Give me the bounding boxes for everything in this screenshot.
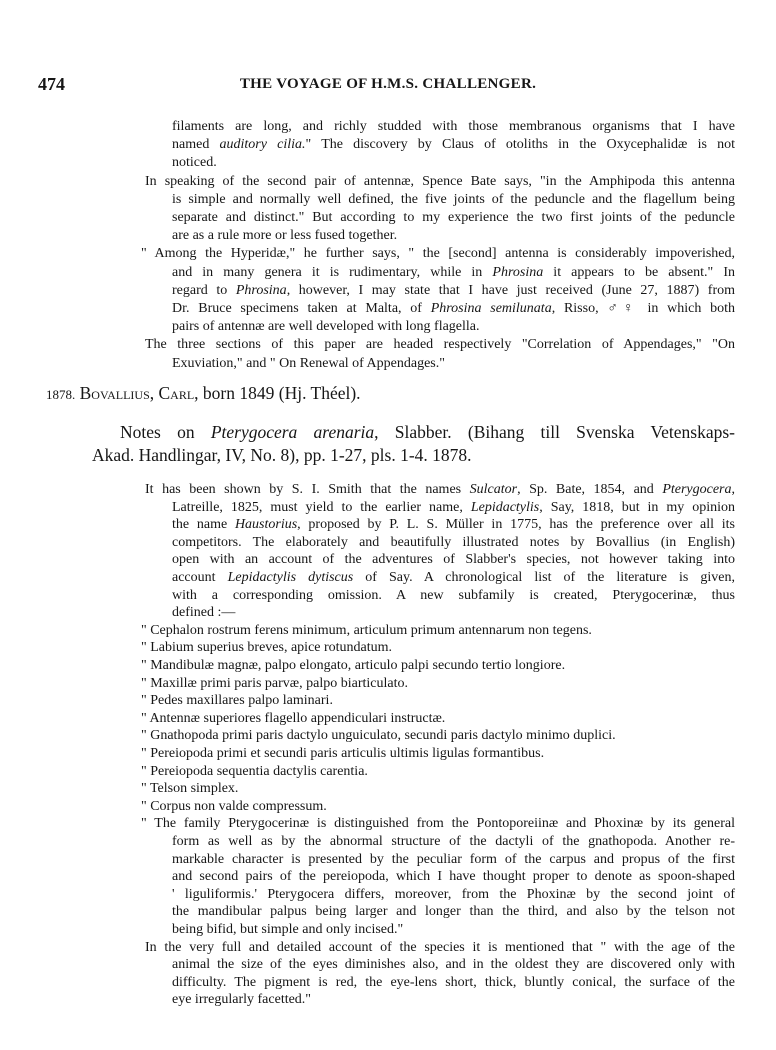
- paragraph-line: [172, 282, 735, 300]
- text-segment: it appears to be absent." In: [543, 264, 735, 280]
- text-segment: ,: [731, 482, 736, 497]
- entry-heading: [46, 382, 361, 406]
- text-segment: " The discovery by Claus of otoliths in the Oxycephalidæ is not: [305, 137, 735, 153]
- paragraph-line: [172, 154, 735, 172]
- text-segment: In speaking of the second pair of antennæ, Spence Bate says, "in the Amphipoda this antenna: [145, 173, 735, 189]
- italic-text: Lepidactylis: [470, 499, 540, 515]
- diagnosis-line: " Corpus non valde compressum.: [141, 798, 327, 814]
- paragraph-line: [145, 939, 735, 957]
- italic-text: auditory cilia.: [219, 137, 306, 153]
- italic-text: Lepidactylis dytiscus: [227, 570, 354, 585]
- paragraph-line: [172, 499, 735, 517]
- italic-text: Phrosina: [492, 264, 544, 280]
- paragraph-line: [172, 604, 735, 622]
- text-segment: ' liguliformis.' Pterygocera differs, moreover, from the Phoxinæ by the second joint of: [172, 886, 735, 902]
- text-segment: separate and distinct." But according to my experience the two first joints of the peduncle: [172, 210, 735, 225]
- paragraph-line: [172, 569, 735, 587]
- entry-author: Bovallius, Carl,: [79, 383, 199, 403]
- text-segment: are as a rule more or less fused together.: [172, 228, 398, 244]
- text-segment: It has been shown by S. I. Smith that the names: [145, 482, 470, 497]
- italic-text: Phrosina: [235, 282, 287, 298]
- diagnosis-line: " Pereiopoda sequentia dactylis carentia.: [141, 763, 368, 779]
- paragraph-line: [172, 355, 735, 373]
- text-segment: Exuviation," and " On Renewal of Appendages.": [172, 355, 445, 371]
- text-segment: named: [172, 137, 220, 153]
- paragraph-line: [172, 118, 735, 136]
- paragraph-line: [172, 886, 735, 904]
- paragraph-line: [172, 191, 735, 209]
- paragraph-line: [172, 227, 735, 245]
- text-segment: eye irregularly facetted.": [172, 992, 312, 1008]
- paragraph-line: [172, 318, 735, 336]
- entry-author-details: born 1849 (Hj. Théel).: [198, 383, 361, 403]
- paragraph-line: [172, 209, 735, 227]
- entry-year: 1878.: [46, 387, 76, 402]
- text-segment: , Say, 1818, but in my opinion: [539, 499, 735, 515]
- text-segment: filaments are long, and richly studded with those membranous organisms that I have: [172, 119, 735, 134]
- text-segment: noticed.: [172, 155, 217, 171]
- paragraph-line: [172, 868, 735, 886]
- text-segment: with a corresponding omission. A new subfamily is created, Pterygocerinæ, thus: [172, 587, 735, 603]
- text-segment: open with an account of the adventures of Slabber's species, not however taking into: [172, 552, 735, 568]
- entry-title-line: [120, 421, 735, 443]
- paragraph-line: [172, 833, 735, 851]
- paragraph-line: [172, 300, 735, 318]
- text-segment: is simple and normally well defined, the five joints of the peduncle and the flagellum being: [172, 191, 735, 207]
- paragraph-line: [141, 815, 735, 833]
- diagnosis-line: " Maxillæ primi paris parvæ, palpo biarticulato.: [141, 675, 408, 691]
- paragraph-line: [172, 991, 735, 1009]
- paragraph-line: [145, 336, 735, 354]
- text-segment: , Risso, ♂♀ in which both: [551, 301, 736, 316]
- diagnosis-line: " Telson simplex.: [141, 781, 239, 797]
- paragraph-line: [172, 921, 735, 939]
- text-segment: The three sections of this paper are headed respectively "Correlation of Appendages," "On: [145, 337, 735, 353]
- italic-text: Sulcator: [469, 482, 518, 497]
- paragraph-line: [172, 903, 735, 921]
- text-segment: " The family Pterygocerinæ is distinguished from the Pontoporeiinæ and Phoxinæ by its general: [141, 816, 735, 832]
- text-segment: regard to: [172, 282, 236, 298]
- text-segment: , proposed by P. L. S. Müller in 1775, has the preference over all its: [297, 517, 736, 533]
- paragraph-line: [141, 245, 735, 263]
- text-segment: markable character is presented by the peculiar form of the carpus and propus of the first: [172, 851, 735, 867]
- text-segment: In the very full and detailed account of the species it is mentioned that " with the age of the: [145, 939, 735, 955]
- text-segment: and in many genera it is rudimentary, while in: [172, 264, 493, 280]
- text-segment: being bifid, but simple and only incised.": [172, 922, 404, 937]
- diagnosis-line: " Pedes maxillares palpo laminari.: [141, 693, 333, 709]
- diagnosis-line: " Cephalon rostrum ferens minimum, articulum primum antennarum non tegens.: [141, 622, 592, 638]
- text-segment: animal the size of the eyes diminishes also, and in the oldest they are discovered only with: [172, 957, 735, 973]
- text-segment: account: [172, 570, 228, 585]
- italic-text: Pterygocera: [662, 482, 732, 497]
- text-segment: pairs of antennæ are well developed with long flagella.: [172, 319, 480, 335]
- paragraph-line: [145, 173, 735, 191]
- text-segment: the mandibular palpus being larger and longer than the third, and also by the telson not: [172, 904, 735, 920]
- text-segment: and second pairs of the pereiopoda, which I have thought proper to denote as spoon-shaped: [172, 869, 735, 885]
- text-segment: competitors. The elaborately and beautifully illustrated notes by Bovallius (in English): [172, 534, 735, 550]
- text-segment: Dr. Bruce specimens taken at Malta, of: [172, 301, 431, 316]
- text-segment: Akad. Handlingar, IV, No. 8), pp. 1-27, pls. 1-4. 1878.: [92, 445, 472, 465]
- diagnosis-line: " Antennæ superiores flagello appendiculari instructæ.: [141, 710, 446, 726]
- italic-text: Haustorius: [234, 517, 298, 533]
- paragraph-line: [172, 974, 735, 992]
- text-segment: Latreille, 1825, must yield to the earlier name,: [172, 499, 471, 515]
- text-segment: defined :—: [172, 605, 236, 621]
- entry-title-line: [92, 444, 735, 466]
- paragraph-line: [172, 264, 735, 282]
- text-segment: form as well as by the abnormal structure of the dactyli of the gnathopoda. Another re-: [172, 834, 735, 849]
- diagnosis-line: " Pereiopoda primi et secundi paris articulis ultimis ligulas formantibus.: [141, 746, 545, 761]
- paragraph-line: [172, 851, 735, 869]
- page-number: 474: [38, 74, 65, 94]
- italic-text: Pterygocera arenaria: [210, 422, 375, 442]
- paragraph-line: [172, 956, 735, 974]
- text-segment: difficulty. The pigment is red, the eye-lens short, thick, bluntly conical, the surface of the: [172, 974, 735, 990]
- paragraph-line: [172, 136, 735, 154]
- text-segment: , Slabber. (Bihang till Svenska Vetenskaps-: [374, 422, 735, 442]
- text-segment: the name: [172, 517, 235, 533]
- paragraph-line: [172, 587, 735, 605]
- paragraph-line: [145, 481, 735, 499]
- text-segment: " Among the Hyperidæ," he further says, " the [second] antenna is considerably impoverished,: [141, 246, 735, 262]
- text-segment: of Say. A chronological list of the literature is given,: [353, 570, 736, 585]
- text-segment: , Sp. Bate, 1854, and: [517, 482, 663, 497]
- running-title: THE VOYAGE OF H.M.S. CHALLENGER.: [239, 76, 537, 92]
- diagnosis-line: " Labium superius breves, apice rotundatum.: [141, 640, 393, 656]
- text-segment: , however, I may state that I have just received (June 27, 1887) from: [286, 282, 735, 298]
- paragraph-line: [172, 516, 735, 534]
- text-segment: Notes on: [120, 422, 211, 442]
- italic-text: Phrosina semilunata: [430, 301, 552, 316]
- diagnosis-line: " Mandibulæ magnæ, palpo elongato, articulo palpi secundo tertio longiore.: [141, 658, 566, 673]
- paragraph-line: [172, 551, 735, 569]
- diagnosis-line: " Gnathopoda primi paris dactylo unguiculato, secundi paris dactylo minimo duplici.: [141, 728, 616, 744]
- paragraph-line: [172, 534, 735, 552]
